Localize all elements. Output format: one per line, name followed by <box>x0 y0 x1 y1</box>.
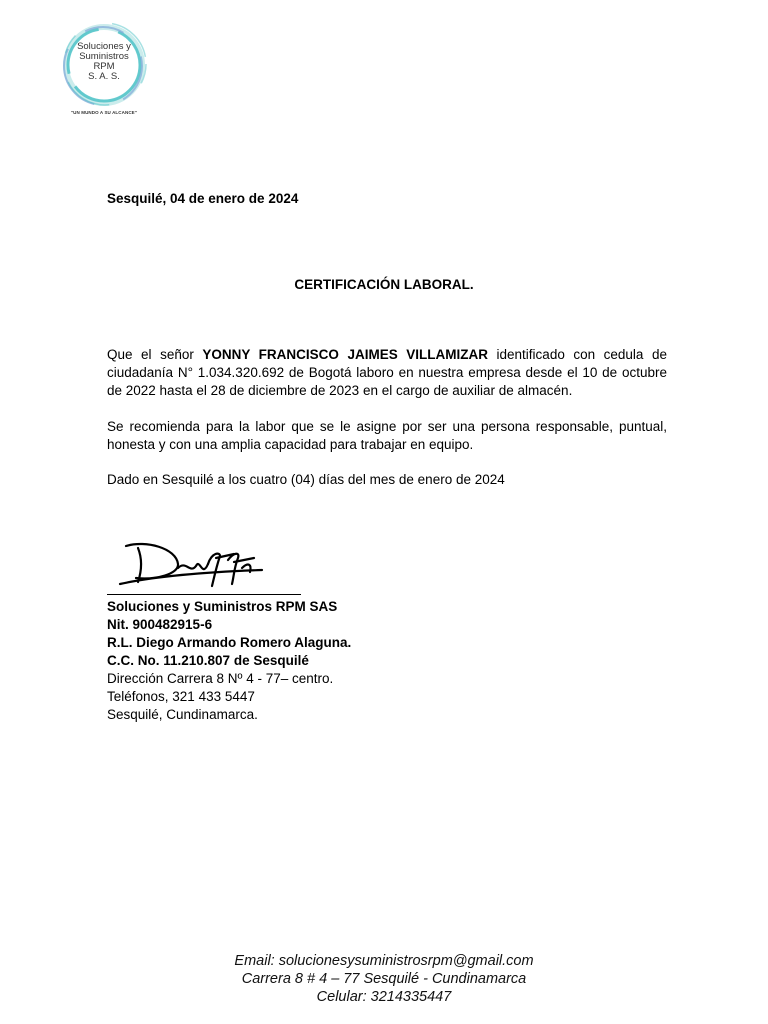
logo-line-2: Suministros <box>79 51 129 62</box>
signer-legal-rep: R.L. Diego Armando Romero Alaguna. <box>107 635 352 650</box>
logo-line-1: Soluciones y <box>77 41 131 52</box>
employee-name: YONNY FRANCISCO JAIMES VILLAMIZAR <box>202 347 488 362</box>
signer-id: C.C. No. 11.210.807 de Sesquilé <box>107 653 309 668</box>
footer-cell: Celular: 3214335447 <box>316 989 452 1005</box>
handwritten-signature <box>116 538 268 590</box>
logo-line-4: S. A. S. <box>88 71 120 82</box>
paragraph-certification <box>107 346 667 400</box>
company-logo <box>56 18 152 128</box>
page-footer <box>0 952 768 1006</box>
footer-address: Carrera 8 # 4 – 77 Sesquilé - Cundinamarca <box>241 971 527 987</box>
signer-phones: Teléfonos, 321 433 5447 <box>107 689 255 704</box>
signer-company: Soluciones y Suministros RPM SAS <box>107 599 338 614</box>
signer-city: Sesquilé, Cundinamarca. <box>107 707 258 722</box>
logo-slogan: "UN MUNDO A SU ALCANCE" <box>70 110 138 115</box>
letter-title: CERTIFICACIÓN LABORAL. <box>294 277 474 292</box>
signature-line <box>107 594 301 595</box>
logo-text <box>56 42 152 82</box>
footer-email: Email: solucionesysuministrosrpm@gmail.com <box>234 953 534 969</box>
signature-block <box>107 598 351 724</box>
logo-line-3: RPM <box>93 61 115 72</box>
signer-address: Dirección Carrera 8 Nº 4 - 77– centro. <box>107 671 334 686</box>
p1-intro: Que el señor <box>107 347 203 362</box>
paragraph-issued: Dado en Sesquilé a los cuatro (04) días del mes de enero de 2024 <box>107 472 505 487</box>
paragraph-recommendation: Se recomienda para la labor que se le asigne por ser una persona responsable, puntual, honesta y con una amplia capacidad para trabajar en equipo. <box>107 419 667 452</box>
letter-date: Sesquilé, 04 de enero de 2024 <box>107 191 299 206</box>
p1-details: identificado con cedula de ciudadanía N° 1.034.320.692 de Bogotá laboro en nuestra empresa desde el 10 de octubre de 2022 hasta el 28 de diciembre de 2023 en el cargo de auxiliar de almacén. <box>107 347 667 398</box>
signer-nit: Nit. 900482915-6 <box>107 617 213 632</box>
